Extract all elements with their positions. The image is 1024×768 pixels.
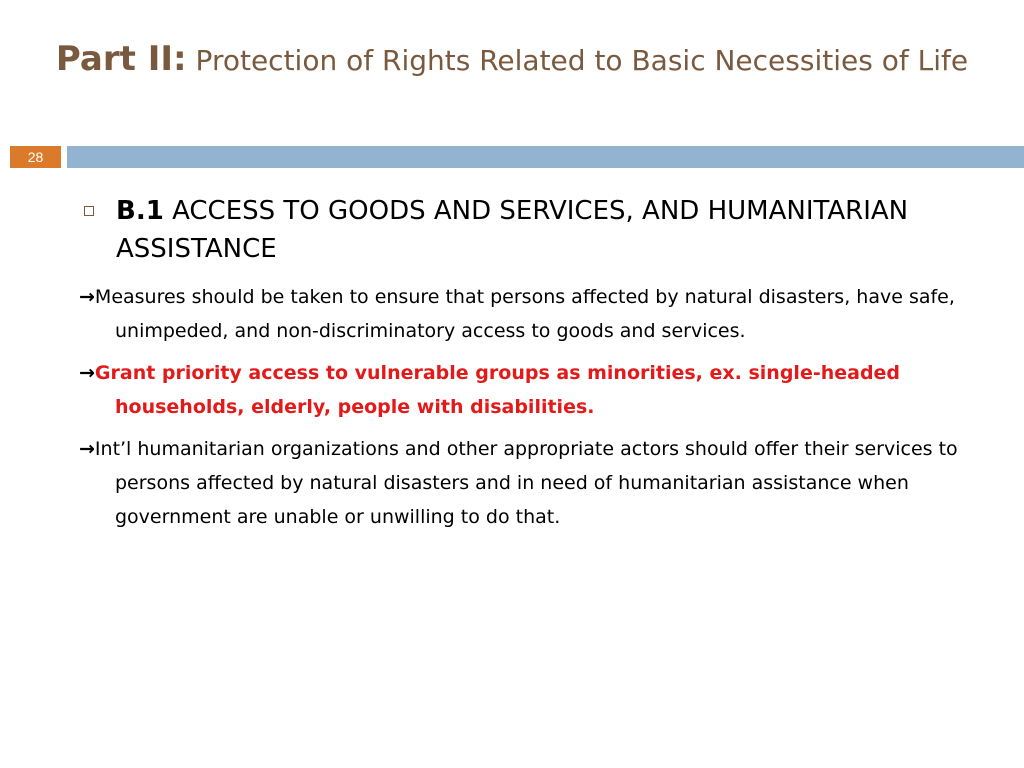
paragraph-priority-access [70, 356, 970, 424]
paragraph-text: Grant priority access to vulnerable groups as minorities, ex. single-headed households, elderly, people with disabilities. [94, 362, 901, 418]
paragraph-measures [70, 280, 970, 348]
paragraph-text: Measures should be taken to ensure that persons affected by natural disasters, have safe, unimpeded, and non-discriminatory access to goods and services. [94, 286, 955, 342]
slide-content [70, 192, 970, 542]
header-divider-bar [67, 146, 1024, 168]
arrow-icon: → [79, 286, 95, 308]
slide-number-badge [10, 146, 61, 168]
slide-title [40, 34, 984, 86]
title-part-label: Part II: [55, 39, 187, 79]
title-main-text: Protection of Rights Related to Basic Necessities of Life [195, 44, 969, 77]
section-code: B.1 [116, 196, 164, 226]
square-bullet-icon [84, 206, 94, 216]
slide-number: 28 [27, 149, 44, 165]
paragraph-intl-organizations [70, 432, 970, 534]
paragraph-text: Int’l humanitarian organizations and other appropriate actors should offer their services to persons affected by natural disasters and in need of humanitarian assistance when government are unable or unwilling to do that. [94, 438, 958, 528]
arrow-icon: → [79, 362, 95, 384]
section-heading [70, 192, 970, 268]
arrow-icon: → [79, 438, 95, 460]
section-heading-text: ACCESS TO GOODS AND SERVICES, AND HUMANITARIAN ASSISTANCE [116, 196, 909, 264]
